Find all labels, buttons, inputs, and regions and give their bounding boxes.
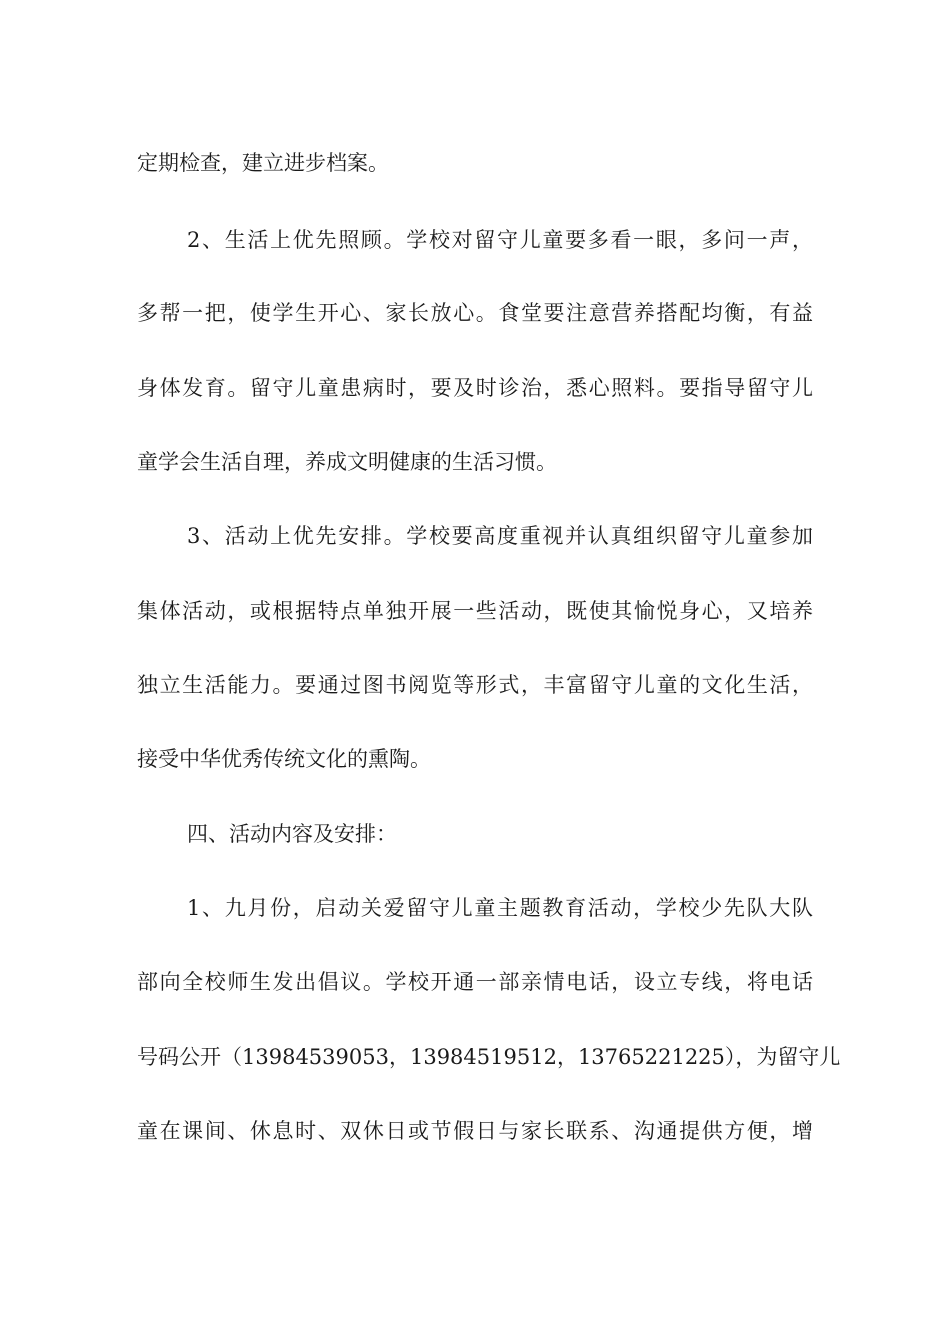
text-line: 部向全校师生发出倡议。学校开通一部亲情电话，设立专线，将电话 (137, 970, 813, 994)
text-line: 身体发育。留守儿童患病时，要及时诊治，悉心照料。要指导留守儿 (137, 376, 813, 400)
text-line: 3、活动上优先安排。学校要高度重视并认真组织留守儿童参加 (187, 524, 813, 548)
section-heading: 四、活动内容及安排： (187, 822, 397, 846)
text-line: 童在课间、休息时、双休日或节假日与家长联系、沟通提供方便，增 (137, 1119, 813, 1143)
text-line: 多帮一把，使学生开心、家长放心。食堂要注意营养搭配均衡，有益 (137, 301, 813, 325)
text-line: 号码公开（13984539053，13984519512，13765221225），为留守儿 (137, 1045, 841, 1069)
text-line: 接受中华优秀传统文化的熏陶。 (137, 747, 431, 771)
text-line: 集体活动，或根据特点单独开展一些活动，既使其愉悦身心，又培养 (137, 599, 813, 623)
text-line: 独立生活能力。要通过图书阅览等形式，丰富留守儿童的文化生活， (137, 673, 813, 697)
text-line: 童学会生活自理，养成文明健康的生活习惯。 (137, 450, 557, 474)
text-line: 定期检查，建立进步档案。 (137, 151, 389, 175)
text-line: 2、生活上优先照顾。学校对留守儿童要多看一眼，多问一声， (187, 228, 813, 252)
text-line: 1、九月份，启动关爱留守儿童主题教育活动，学校少先队大队 (187, 896, 813, 920)
